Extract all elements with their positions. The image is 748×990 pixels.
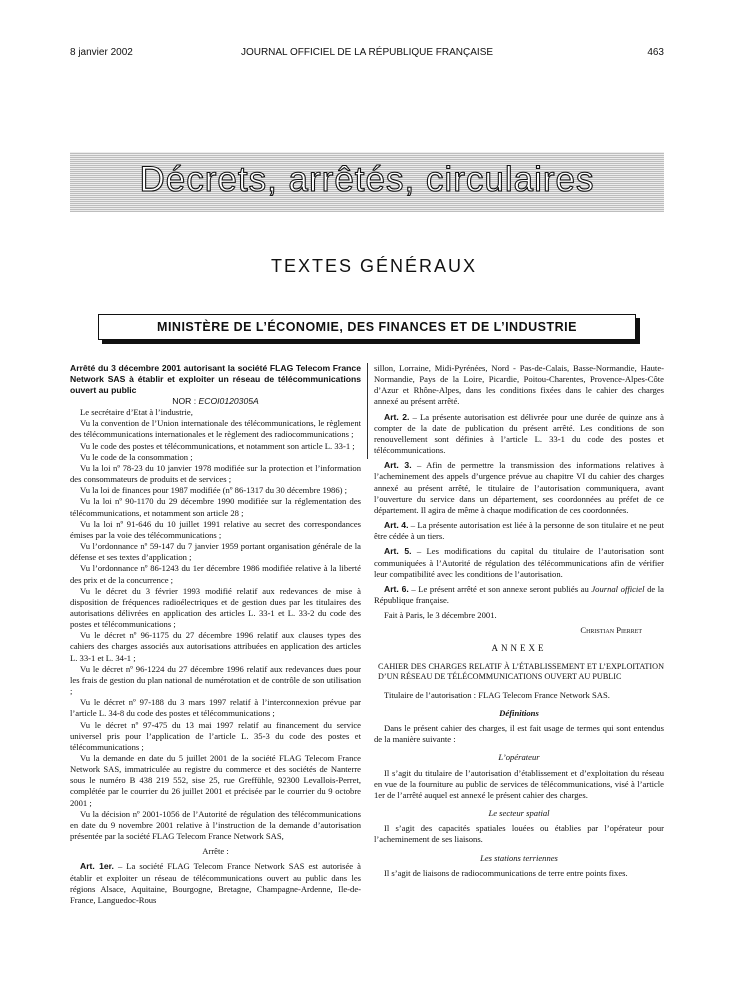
running-header xyxy=(70,47,664,61)
section-title: TEXTES GÉNÉRAUX xyxy=(270,256,478,276)
visa-paragraph: Vu le décret nº 96-1175 du 27 décembre 1996 relatif aux clauses types des cahiers des charges associés aux autorisations attribuées en application des articles L. 33-1 et L. 34-1 ; xyxy=(70,630,361,663)
arrete-word: Arrête : xyxy=(202,846,229,857)
visa-paragraph: Vu la loi de finances pour 1987 modifiée (nº 86-1317 du 30 décembre 1986) ; xyxy=(80,485,348,496)
nor-reference xyxy=(70,396,361,407)
article-1-start xyxy=(70,861,361,906)
right-column xyxy=(374,363,664,879)
banner-title: Décrets, arrêtés, circulaires xyxy=(139,160,595,199)
secteur-heading: Le secteur spatial xyxy=(488,808,550,819)
article-5 xyxy=(374,546,664,579)
visa-paragraph: Vu le décret nº 97-188 du 3 mars 1997 relatif à l’interconnexion prévue par l’article L. 34-8 du code des postes et télécommunications ; xyxy=(70,697,361,719)
stations-text: Il s’agit de liaisons de radiocommunications de terre entre points fixes. xyxy=(384,867,628,878)
article-6-text-after: de la République française. xyxy=(374,583,664,605)
article-text: – La présente autorisation est délivrée pour une durée de quinze ans à compter de la date de publication du présent arrêté. Les conditions de son renouvellement sont définies à l’article L. 33-1 du code des postes et télécommunications. xyxy=(374,411,664,456)
page-number: 463 xyxy=(647,47,664,58)
article-text: – Afin de permettre la transmission des informations relatives à l’acheminement des appels d’urgence prévue au chapitre VI du cahier des charges annexé au présent arrêté, le titulaire de l’autorisation communiquera, avant l’ouverture du service dans un département, ses coordonnées au préfet de ce département. Il agira de même à chaque modification de ces coordonnées. xyxy=(374,460,664,515)
ministry-box: MINISTÈRE DE L’ÉCONOMIE, DES FINANCES ET DE L’INDUSTRIE xyxy=(98,314,636,340)
operateur-text: Il s’agit du titulaire de l’autorisation d’établissement et d’exploitation du réseau en vue de la fourniture au public de services de télécommunications, visé à l’article 1er de l’arrêté auquel est annexé le présent cahier des charges. xyxy=(374,767,664,800)
section-banner xyxy=(70,152,664,212)
stations-heading: Les stations terriennes xyxy=(480,852,558,863)
visas-list xyxy=(70,407,361,842)
annexe-title: ANNEXE xyxy=(491,643,547,654)
issue-date: 8 janvier 2002 xyxy=(70,47,133,58)
article-3 xyxy=(374,460,664,516)
article-6-label: Art. 6. xyxy=(384,583,409,594)
visa-paragraph: Vu la décision nº 2001-1056 de l’Autorité de régulation des télécommunications en date du 9 novembre 2001 relative à l’instruction de la demande d’autorisation présentée par la société FLAG Telecom France Network SAS, xyxy=(70,808,361,842)
visa-paragraph: Vu la demande en date du 5 juillet 2001 de la société FLAG Telecom France Network SAS, immatriculée au registre du commerce et des sociétés de Nanterre sous le numéro B 438 219 552, sise 25, rue Greffühle, 92300 Levallois-Perret, complétée par le courrier du 26 juillet 2001 et précisée par le courrier du 9 octobre 2001 ; xyxy=(70,753,361,808)
visa-paragraph: Vu l’ordonnance nº 86-1243 du 1er décembre 1986 modifiée relative à la liberté des prix et de la concurrence ; xyxy=(70,563,361,585)
article-label: Art. 5. xyxy=(384,546,412,557)
article-6-journal: Journal officiel xyxy=(591,583,645,594)
definitions-intro: Dans le présent cahier des charges, il est fait usage de termes qui sont entendus de la manière suivante : xyxy=(374,723,664,745)
nor-label: NOR : xyxy=(172,396,197,406)
visa-paragraph: Vu le décret nº 97-475 du 13 mai 1997 relatif au financement du service universel pris pour l’application de l’article L. 35-3 du code des postes et télécommunications ; xyxy=(70,719,361,752)
secteur-text: Il s’agit des capacités spatiales louées ou établies par l’opérateur pour l’acheminement de ses liaisons. xyxy=(374,823,664,845)
visa-paragraph: Vu le décret nº 96-1224 du 27 décembre 1996 relatif aux redevances dues pour les frais de gestion du plan national de numérotation et de contrôle de son utilisation ; xyxy=(70,663,361,697)
visa-paragraph: Vu le code des postes et télécommunications, et notamment son article L. 33-1 ; xyxy=(80,440,355,451)
visa-paragraph: Vu l’ordonnance nº 59-147 du 7 janvier 1959 portant organisation générale de la défense et ses textes d’application ; xyxy=(70,541,361,563)
left-column xyxy=(70,363,361,906)
articles-list xyxy=(374,412,664,580)
article-6 xyxy=(374,584,664,606)
visa-paragraph: Vu la loi nº 91-646 du 10 juillet 1991 relative au secret des correspondances émises par la voie des télécommunications ; xyxy=(70,518,361,540)
article-text: – La présente autorisation est liée à la personne de son titulaire et ne peut être cédée à un tiers. xyxy=(374,520,664,542)
nor-code: ECOI0120305A xyxy=(198,396,259,406)
visa-paragraph: Vu la loi nº 90-1170 du 29 décembre 1990 modifiée sur la réglementation des télécommunications, et notamment son article 28 ; xyxy=(70,496,361,518)
operateur-heading: L’opérateur xyxy=(498,752,540,763)
article-2 xyxy=(374,412,664,457)
article-4 xyxy=(374,520,664,542)
visa-paragraph: Vu la loi nº 78-23 du 10 janvier 1978 modifiée sur la protection et l’information des consommateurs de produits et de services ; xyxy=(70,462,361,485)
signature: Christian Pierret xyxy=(580,625,642,636)
journal-name: JOURNAL OFFICIEL DE LA RÉPUBLIQUE FRANÇAISE xyxy=(240,47,494,58)
visa-paragraph: Vu la convention de l’Union internationale des télécommunications, le règlement des télécommunications internationales et le règlement des radiocommunications ; xyxy=(70,418,361,440)
article-1-text-start: – La société FLAG Telecom France Network SAS est autorisée à établir et exploiter un réseau de télécommunications ouvert au public dans les régions Alsace, Aquitaine, Bourgogne, Bretagne, Champagne-Ardenne, Ile-de-France, Languedoc-Rous xyxy=(70,861,361,905)
article-6-text-before: – Le présent arrêté et son annexe seront publiés au xyxy=(408,583,592,594)
signatory-line: Le secrétaire d’Etat à l’industrie, xyxy=(80,407,193,418)
article-1-label: Art. 1er. xyxy=(80,861,114,872)
definitions-heading: Définitions xyxy=(499,707,539,718)
visa-paragraph: Vu le décret du 3 février 1993 modifié relatif aux redevances de mise à disposition de fréquences radioélectriques et de gestion dues par les titulaires des autorisations délivrées en application des articles L. 33-1 et L. 33-2 du code des postes et télécommunications ; xyxy=(70,585,361,630)
arrete-title: Arrêté du 3 décembre 2001 autorisant la société FLAG Telecom France Network SAS à établir et exploiter un réseau de télécommunications ouvert au public xyxy=(70,363,361,395)
place-date: Fait à Paris, le 3 décembre 2001. xyxy=(384,610,497,621)
annexe-titulaire: Titulaire de l’autorisation : FLAG Telecom France Network SAS. xyxy=(384,689,610,700)
article-1-continued: sillon, Lorraine, Midi-Pyrénées, Nord - Pas-de-Calais, Basse-Normandie, Haute-Normandie, Pays de la Loire, Picardie, Poitou-Charentes, Provence-Alpes-Côte d’Azur et Rhône-Alpes, dans les conditions fixées dans le cahier des charges annexé au présent arrêté. xyxy=(374,363,664,407)
column-divider xyxy=(367,363,368,459)
article-text: – Les modifications du capital du titulaire de l’autorisation sont communiquées à l’Autorité de régulation des télécommunications afin de vérifier leur compatibilité avec les conditions de l’autorisation. xyxy=(374,546,664,579)
article-label: Art. 3. xyxy=(384,460,412,471)
visa-paragraph: Vu le code de la consommation ; xyxy=(80,451,193,462)
annexe-cahier: CAHIER DES CHARGES RELATIF À L’ÉTABLISSEMENT ET L’EXPLOITATION D’UN RÉSEAU DE TÉLÉCOMMUNICATIONS OUVERT AU PUBLIC xyxy=(378,661,664,682)
article-label: Art. 4. xyxy=(384,520,409,531)
article-label: Art. 2. xyxy=(384,411,410,422)
